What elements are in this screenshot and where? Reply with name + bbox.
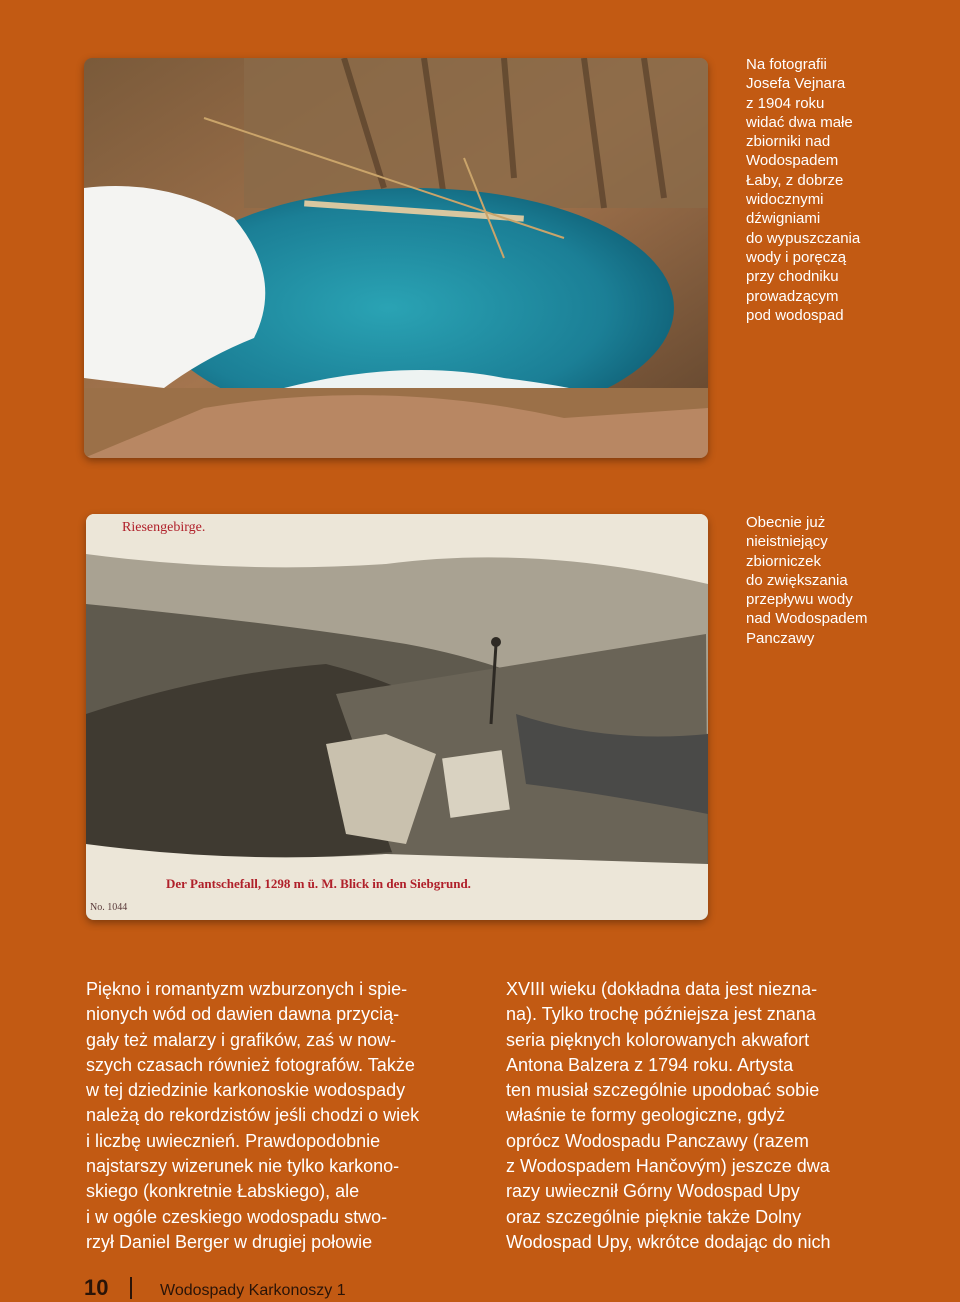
photo-caption-upper: Na fotografii Josefa Vejnara z 1904 roku widać dwa małe zbiorniki nad Wodospadem Łaby, z dobrze widocznymi dźwigniami do wypuszczania wody i poręczą przy chodniku prowadzącym pod wodospad — [746, 56, 861, 324]
photo-caption-lower: Obecnie już nieistniejący zbiorniczek do zwiększania przepływu wody nad Wodospadem Panczawy — [746, 514, 868, 647]
body-text-right-column: XVIII wieku (dokładna data jest niezna- na). Tylko trochę późniejsza jest znana seria pięknych kolorowanych akwafort Antona Balzera z 1794 roku. Artysta ten musiał szczególnie upodobać sobie właśnie te formy geologiczne, gdyż oprócz Wodospadu Panczawy (razem z Wodospadem Hančovým) jeszcze dwa razy uwiecznił Górny Wodospad Upy oraz szczególnie pięknie także Dolny Wodospad Upy, wkrótce dodając do nich — [506, 979, 831, 1252]
footer-divider — [130, 1277, 132, 1299]
postcard-caption: Der Pantschefall, 1298 m ü. M. Blick in den Siebgrund. — [166, 876, 471, 891]
postcard-illustration — [86, 514, 708, 920]
body-text-left-column: Piękno i romantyzm wzburzonych i spie- nionych wód od dawien dawna przycią- gały też malarzy i grafików, zaś w now- szych czasach również fotografów. Także w tej dziedzinie karkonoskie wodospady należą do rekordzistów jeśli chodzi o wiek i liczbę uwiecznień. Prawdopodobnie najstarszy wizerunek nie tylko karkono- skiego (konkretnie Łabskiego), ale i w ogóle czeskiego wodospadu stwo- rzył Daniel Berger w drugiej połowie — [86, 979, 420, 1252]
postcard-number: No. 1044 — [90, 902, 128, 913]
historic-postcard-photo — [86, 514, 708, 920]
postcard-header: Riesengebirge. — [122, 520, 206, 535]
waterfall-pool-photo — [84, 58, 708, 458]
page-number: 10 — [84, 1275, 109, 1300]
publication-title: Wodospady Karkonoszy 1 — [160, 1282, 346, 1299]
waterfall-pool-illustration — [84, 58, 708, 458]
